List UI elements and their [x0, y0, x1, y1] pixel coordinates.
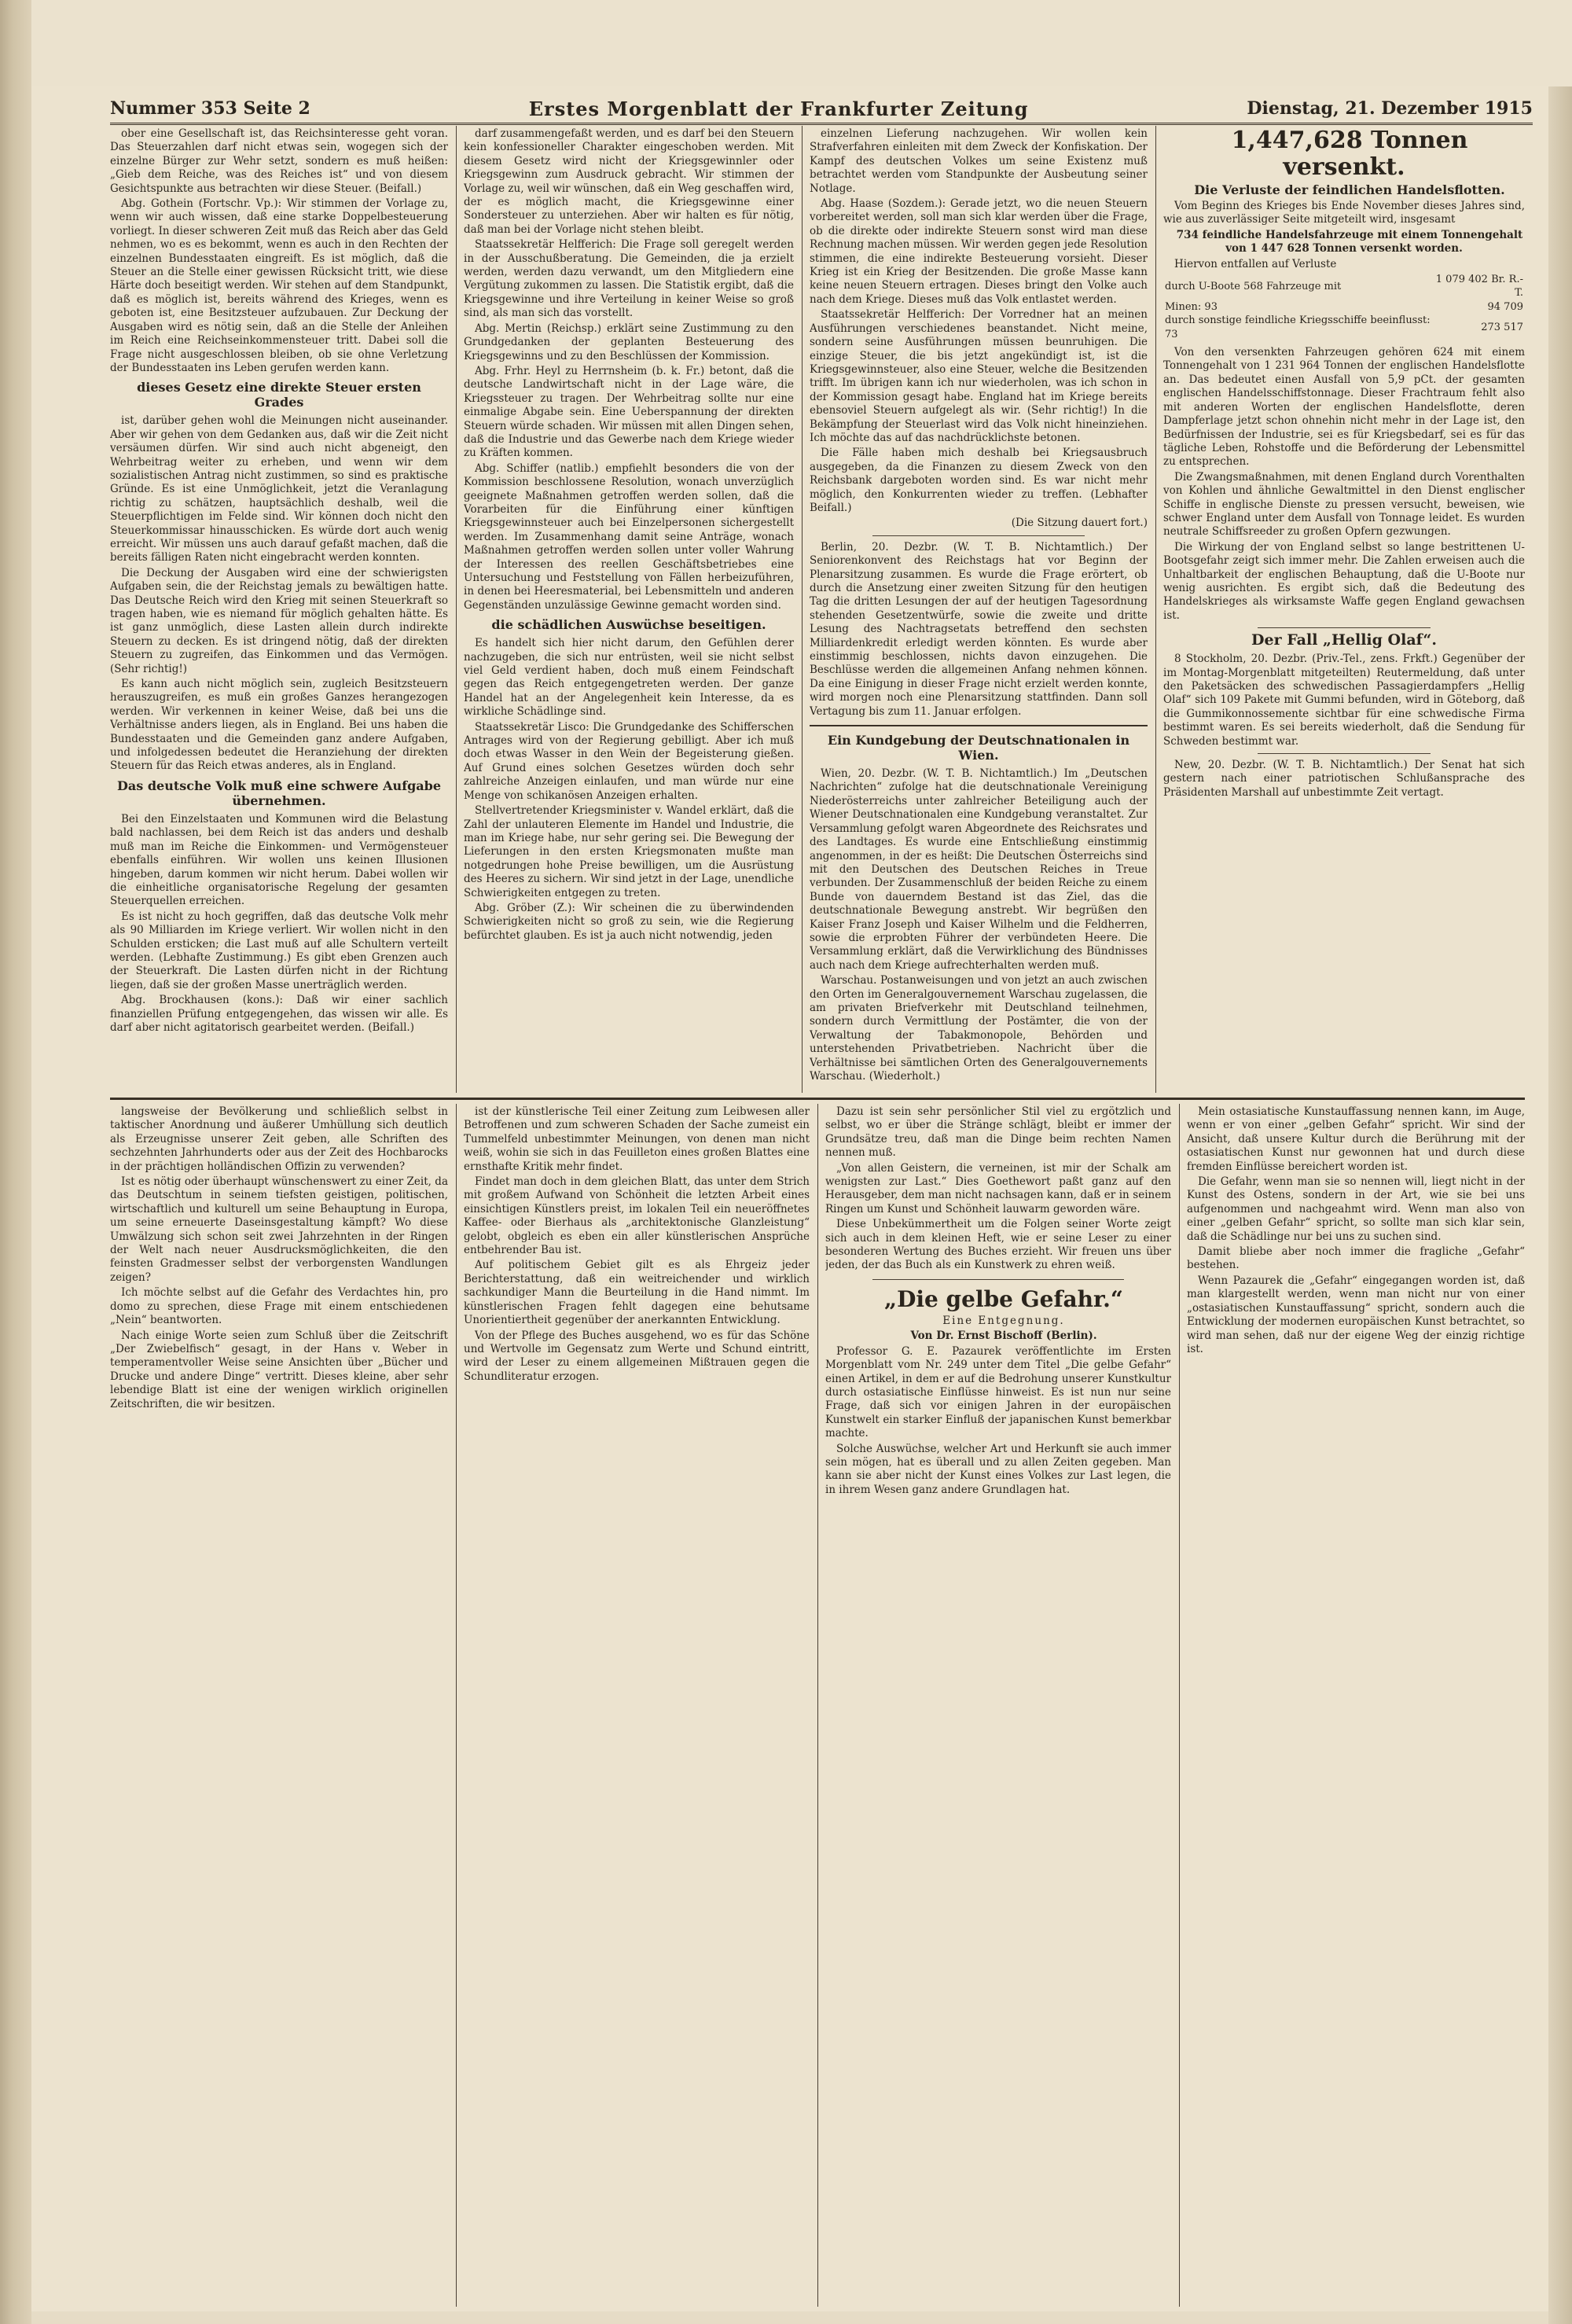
paragraph: Diese Unbekümmertheit um die Folgen seiner Worte zeigt sich auch in dem kleinen Heft, wie er seine Leser zu einer besonderen Wertung des Buches erzieht. Wir freuen uns über jeden, der das Buch als ein Kunstwerk zu ehren weiß.: [825, 1218, 1171, 1272]
paragraph: Staatssekretär Helfferich: Der Vorredner hat an meinen Ausführungen verschiedenes beanstandet. Nicht meine, sondern seine Ausführungen müssen beunruhigen. Die einzige Steuer, die bis jetzt angekündigt ist, ist die Kriegsgewinnsteuer, also eine Steuer, welche die Besitzenden trifft. Im übrigen kann ich nur wiederholen, was ich schon in der Kommission gesagt habe. England hat im Kriege bereits ebensoviel Steuern aufgelegt als wir. (Sehr richtig!) In die Bekämpfung der Steuerlast wird das Volk nicht hineinziehen. Ich möchte das auf das nachdrücklichste betonen.: [810, 308, 1148, 444]
table-row: [1163, 314, 1525, 341]
paragraph: Abg. Schiffer (natlib.) empfiehlt besonders die von der Kommission beschlossene Resolution, wonach unverzüglich geeignete Maßnahmen getroffen werden sollen, daß die Vorarbeiten für die Einführung einer künftigen Kriegsgewinnsteuer auch bei Einzelpersonen sichergestellt werden. Im Zusammenhang damit seine Anträge, wonach Maßnahmen getroffen werden sollen unter voller Wahrung der Interessen des reellen Geschäftsbetriebes eine Untersuchung und Feststellung von Fällen herbeizuführen, in denen bei Heeresmaterial, bei Lebensmitteln und anderen Gegenständen unzulässige Gewinne gemacht worden sind.: [464, 461, 794, 612]
separator: [872, 1279, 1124, 1280]
paragraph: Die Gefahr, wenn man sie so nennen will, liegt nicht in der Kunst des Ostens, sondern in der Art, wie sie bei uns aufgenommen und nachgeahmt wird. Wenn man also von einer „gelben Gefahr“ spricht, so sollte man sich klar sein, daß die Schädlinge nur bei uns zu suchen sind.: [1187, 1175, 1525, 1243]
table-cell: Minen: 93: [1165, 300, 1218, 313]
table-row: [1163, 300, 1525, 314]
paragraph: Warschau. Postanweisungen und von jetzt an auch zwischen den Orten im Generalgouvernement Warschau zugelassen, die am privaten Briefverkehr mit Deutschland teilnehmen, sondern durch Vermittlung der Postämter, die von der Verwaltung der Tabakmonopole, Behörden und unterstehenden Privatbetrieben. Nachricht über die Verhältnisse bei sämtlichen Orten des Generalgouvernements Warschau. (Wiederholt.): [810, 974, 1148, 1083]
article-column-3: [810, 127, 1148, 1091]
column-rule: [817, 1104, 818, 2307]
subheading: dieses Gesetz eine direkte Steuer ersten Grades: [137, 380, 421, 410]
main-headline: 1,447,628 Tonnen versenkt.: [1231, 127, 1468, 181]
paragraph: Abg. Brockhausen (kons.): Daß wir einer sachlich finanziellen Prüfung entgegengehen, das wissen wir alle. Es darf aber nicht agitatorisch gearbeitet werden. (Beifall.): [110, 994, 448, 1034]
paragraph: Es kann auch nicht möglich sein, zugleich Besitzsteuern herauszugreifen, es muß ein großes Ganzes herangezogen werden. Wir verkennen in keiner Weise, daß bei uns die Verhältnisse anders liegen, als in England. Bei uns haben die Bundesstaaten und die Gemeinden ganz andere Aufgaben, und infolgedessen bedeutet die Heranziehung der direkten Steuern für das Reich etwas anderes, als in England.: [110, 678, 448, 773]
paragraph: Stellvertretender Kriegsminister v. Wandel erklärt, daß die Zahl der unlauteren Elemente im Handel und Industrie, die man im Kriege habe, nur sehr gering sei. Die Bewegung der Lieferungen in den ersten Kriegsmonaten mußte man notgedrungen hohe Preise bewilligen, um die Ausrüstung des Heeres zu sichern. Wir sind jetzt in der Lage, unendliche Schwierigkeiten entgegen zu treten.: [464, 804, 794, 899]
paragraph: 8 Stockholm, 20. Dezbr. (Priv.-Tel., zens. Frkft.) Gegenüber der im Montag-Morgenblatt mitgeteilten) Reutermeldung, daß unter den Paketsäcken des schwedischen Passagierdampfers „Hellig Olaf“ sich 109 Pakete mit Gummi befunden, wird in Göteborg, daß die Gummikonnossemente sichtbar für eine schwedische Firma bestimmt waren. Es sei bereits wiederholt, daß die Sendung für Schweden bestimmt war.: [1163, 653, 1525, 748]
paragraph: Die Wirkung der von England selbst so lange bestrittenen U-Bootsgefahr zeigt sich immer mehr. Die Zahlen erweisen auch die Unhaltbarkeit der englischen Behauptung, daß die U-Boote nur wenig ausrichten. Es ergibt sich, daß die Bedeutung des Handelskrieges als wirksamste Waffe gegen England gewachsen ist.: [1163, 540, 1525, 622]
paragraph: Die Deckung der Ausgaben wird eine der schwierigsten Aufgaben sein, die der Reichstag jemals zu bewältigen hatte. Das Deutsche Reich wird den Krieg mit seinen Steuerkraft so tragen haben, wie es niemand für möglich gehalten hätte. Es ist ganz unmöglich, diese Lasten allein durch indirekte Steuern zu decken. Es ist dringend nötig, daß der direkten Steuern zu zugreifen, das Einkommen und das Vermögen. (Sehr richtig!): [110, 566, 448, 675]
column-rule: [802, 126, 803, 1093]
paragraph: Von den versenkten Fahrzeugen gehören 624 mit einem Tonnengehalt von 1 231 964 Tonnen der englischen Handelsflotte an. Das bedeutet einen Ausfall von 5,9 pCt. der gesamten englischen Handelsschiffstonnage. Dieser Frachtraum fehlt also mit anderen Worten der englischen Handelsflotte, deren Dampferlage jetzt schon ohnehin nicht mehr in der Lage ist, den Bedürfnissen der Industrie, sei es für Kriegsbedarf, sei es für das tägliche Leben, Rohstoffe und die Beförderung der Lebensmittel zu entsprechen.: [1163, 346, 1525, 469]
article-headline: Der Fall „Hellig Olaf“.: [1251, 631, 1437, 649]
paragraph: Abg. Mertin (Reichsp.) erklärt seine Zustimmung zu den Grundgedanken der geplanten Besteuerung des Kriegsgewinns und zu den Beschlüssen der Kommission.: [464, 322, 794, 362]
article-column-2: [464, 127, 794, 1091]
table-cell: 1 079 402 Br. R.-T.: [1435, 274, 1523, 300]
paragraph: Mein ostasiatische Kunstauffassung nennen kann, im Auge, wenn er von einer „gelben Gefahr“ spricht. Wir sind der Ansicht, daß unsere Kultur durch die Berührung mit der ostasiatischen Kunst nur gewonnen hat und durch diese fremden Einflüsse bereichert worden ist.: [1187, 1105, 1525, 1173]
paragraph: Auf politischem Gebiet gilt es als Ehrgeiz jeder Berichterstattung, daß ein weitreichender und wirklich sachkundiger Mann die Beurteilung in die Hand nimmt. Im künstlerischen Fragen fehlt dagegen eine behutsame Unorientiertheit gegenüber der anerkannten Entwicklung.: [464, 1259, 810, 1327]
feuilleton-column-3: [825, 1105, 1171, 2307]
paragraph: Professor G. E. Pazaurek veröffentlichte im Ersten Morgenblatt vom Nr. 249 unter dem Titel „Die gelbe Gefahr“ einen Artikel, in dem er auf die Bedrohung unserer Kunstkultur durch ostasiatische Einflüsse hinweist. Es ist nun nur seine Frage, daß sich vor einigen Jahren in der europäischen Kunstwelt ein starker Einfluß der japanischen Kunst bemerkbar machte.: [825, 1344, 1171, 1440]
table-cell: 94 709: [1487, 300, 1523, 313]
table-row: [1163, 273, 1525, 300]
session-note: (Die Sitzung dauert fort.): [1011, 517, 1148, 530]
paragraph: New, 20. Dezbr. (W. T. B. Nichtamtlich.) Der Senat hat sich gestern nach einer patriotischen Schlußansprache des Präsidenten Marshall auf unbestimmte Zeit vertagt.: [1163, 759, 1525, 799]
paragraph: Die Fälle haben mich deshalb bei Kriegsausbruch ausgegeben, da die Finanzen zu diesem Zweck von den Reichsbank dargeboten worden sind. Es war nicht mehr möglich, den Konkurrenten wieder zu treffen. (Lebhafter Beifall.): [810, 447, 1148, 514]
paragraph: Abg. Gröber (Z.): Wir scheinen die zu überwindenden Schwierigkeiten nicht so groß zu sein, wie die Regierung befürchtet glauben. Es ist ja auch nicht notwendig, jeden: [464, 901, 794, 942]
paragraph: Staatssekretär Lisco: Die Grundgedanke des Schifferschen Antrages wird von der Regierung gebilligt. Aber ich muß doch etwas Wasser in den Wein der Begeisterung gießen. Auf Grund eines solchen Gesetzes würden doch sehr zahlreiche Anzeigen einlaufen, und man würde nur eine Menge von schikanösen Anzeigen erhalten.: [464, 720, 794, 802]
paragraph: Vom Beginn des Krieges bis Ende November dieses Jahres sind, wie aus zuverlässiger Seite mitgeteilt wird, insgesamt: [1163, 200, 1525, 226]
paragraph: Es ist nicht zu hoch gegriffen, daß das deutsche Volk mehr als 90 Milliarden im Kriege verliert. Wir wollen nicht in den Schulden ersticken; die Last muß auf alle Schultern verteilt werden. (Lebhafte Zustimmung.) Es gibt eben Grenzen auch der Steuerkraft. Die Lasten dürfen nicht in der Richtung liegen, daß sie der großen Masse unerträglich werden.: [110, 910, 448, 991]
paragraph: Abg. Frhr. Heyl zu Herrnsheim (b. k. Fr.) betont, daß die deutsche Landwirtschaft nicht in der Lage wäre, die Kriegssteuer zu tragen. Der Wehrbeitrag sollte nur eine einmalige Abgabe sein. Eine Ueberspannung der direkten Steuern würde schaden. Wir müssen mit allen Dingen sehen, daß die Industrie und das Gewerbe nach dem Kriege wieder zu Kräften kommen.: [464, 364, 794, 460]
table-cell: durch U-Boote 568 Fahrzeuge mit: [1165, 280, 1342, 292]
paragraph: Abg. Haase (Sozdem.): Gerade jetzt, wo die neuen Steuern vorbereitet werden, soll man sich klar werden über die Frage, ob die direkte oder indirekte Steuern sonst wird man diese Rechnung machen müssen. Wir werden gegen jede Resolution stimmen, die eine indirekte Besteuerung vorsieht. Dieser Krieg ist ein Krieg der Besitzenden. Die große Masse kann keine neuen Steuern ertragen. Dieses bringt den Volke auch nach dem Kriege. Dieses muß das Volk entlastet werden.: [810, 197, 1148, 306]
feuilleton-divider: [110, 1098, 1525, 1100]
column-rule: [1155, 126, 1156, 1093]
paragraph: Die Zwangsmaßnahmen, mit denen England durch Vorenthalten von Kohlen und ähnliche Gewaltmittel in den Dienst englischer Schiffe in englische Dienste zu pressen versucht, beweisen, wie schwer England unter dem Ausfall von Tonnage leidet. Es wurden neutrale Schiffsreeder zu großen Opfern gezwungen.: [1163, 470, 1525, 539]
binding-edge: [0, 0, 31, 2324]
paragraph: Hiervon entfallen auf Verluste: [1174, 257, 1337, 270]
feuilleton-column-1: [110, 1105, 448, 2307]
paragraph: Findet man doch in dem gleichen Blatt, das unter dem Strich mit großem Aufwand von Schönheit die letzten Arbeit eines einsichtigen Künstlers preist, im lokalen Teil ein neueröffnetes Kaffee- oder Bierhaus als „architektonische Glanzleistung“ gelobt, obgleich es eben ein aller künstlerischen Ansprüche entbehrender Bau ist.: [464, 1175, 810, 1257]
top-margin: [31, 0, 1572, 86]
paragraph: Nach einige Worte seien zum Schluß über die Zeitschrift „Der Zwiebelfisch“ gesagt, in der Hans v. Weber in temperamentvoller Weise seine Ansichten über „Bücher und Drucke und andere Dinge“ vertritt. Dieses kleine, aber sehr lebendige Blatt ist eine der wenigen wirklich originellen Zeitschriften, die wir besitzen.: [110, 1329, 448, 1410]
table-cell: durch sonstige feindliche Kriegsschiffe beeinflusst: 73: [1165, 314, 1431, 340]
article-subheadline: Die Verluste der feindlichen Handelsflotten.: [1194, 182, 1505, 197]
summary-line: 734 feindliche Handelsfahrzeuge mit einem Tonnengehalt von 1 447 628 Tonnen versenkt worden.: [1176, 228, 1523, 256]
paragraph: Wenn Pazaurek die „Gefahr“ eingegangen worden ist, daß man klargestellt werden, wenn man nicht nur von einer „ostasiatischen Kunstauffassung“ spricht, sondern auch die Entwicklung der modernen europäischen Kunst betrachtet, so wird man sehen, daß nur der eigene Weg der einzig richtige ist.: [1187, 1274, 1525, 1355]
paragraph: „Von allen Geistern, die verneinen, ist mir der Schalk am wenigsten zur Last.“ Dies Goethewort paßt ganz auf den Herausgeber, dem man nicht nachsagen kann, daß er in seinem Ringen um Kunst und Schönheit lauwarm geworden wäre.: [825, 1161, 1171, 1215]
paragraph: einzelnen Lieferung nachzugehen. Wir wollen kein Strafverfahren einleiten mit dem Zweck der Konfiskation. Der Kampf des deutschen Volkes um seine Existenz muß betrachtet werden vom Standpunkte der Ausbeutung seiner Notlage.: [810, 127, 1148, 195]
paragraph: Bei den Einzelstaaten und Kommunen wird die Belastung bald nachlassen, bei dem Reich ist das anders und deshalb muß man im Reiche die Einkommen- und Vermögensteuer ebenfalls einführen. Wir wollen uns keinen Illusionen hingeben, darum kommen wir nicht herum. Dabei wollen wir die einheitliche organisatorische Regelung der gesamten Steuerquellen erreichen.: [110, 812, 448, 908]
paragraph: ober eine Gesellschaft ist, das Reichsinteresse geht voran. Das Steuerzahlen darf nicht etwas sein, wogegen sich der einzelne Bürger zur Wehr setzt, sondern es muß heißen: „Gieb dem Reiche, was des Reiches ist“ und von diesem Gesichtspunkte aus betrachten wir diese Steuer. (Beifall.): [110, 127, 448, 195]
paragraph: ist, darüber gehen wohl die Meinungen nicht auseinander. Aber wir gehen von dem Gedanken aus, daß wir die Zeit nicht versäumen dürfen. Wir sind auch nicht abgeneigt, den Wehrbeitrag weiter zu erheben, und wenn wir dem sozialistischen Antrag nicht zustimmen, so sind es praktische Gründe. Es ist eine Unmöglichkeit, jetzt die Veranlagung richtig zu schätzen, hauptsächlich deshalb, weil die Steuerpflichtigen im Felde sind. Wir können doch nicht den Steuerkommissar hinausschicken. Es würde dort auch wenig erreicht. Wir müssen uns auch darauf gefaßt machen, daß die bereits fälligen Raten nicht eingebracht werden konnten.: [110, 414, 448, 564]
table-cell: 273 517: [1481, 321, 1523, 333]
subheading: Das deutsche Volk muß eine schwere Aufgabe übernehmen.: [117, 778, 441, 808]
separator: [810, 725, 1148, 726]
paragraph: Ich möchte selbst auf die Gefahr des Verdachtes hin, pro domo zu sprechen, diese Frage mit einem entschiedenen „Nein“ beantworten.: [110, 1286, 448, 1327]
paragraph: Staatssekretär Helfferich: Die Frage soll geregelt werden in der Ausschußberatung. Die Gemeinden, die ja erzielt werden, werden dazu verwandt, um den Mitgliedern eine Vergütung zukommen zu lassen. Die Statistik ergibt, daß die Kriegsgewinne und ihre Verteilung in keiner Weise so groß sind, als man sich das vorstellt.: [464, 238, 794, 320]
subheading: die schädlichen Auswüchse beseitigen.: [491, 617, 766, 633]
column-rule: [456, 126, 457, 1093]
column-rule: [456, 1104, 457, 2307]
paragraph: Es handelt sich hier nicht darum, den Gefühlen derer nachzugeben, die sich nur entrüsten, weil sie nicht selbst viel Geld verdient haben, doch muß einem Feindschaft gegen das Reich entgegengetreten werden. Der ganze Handel hat an der Angelegenheit kein Interesse, da es wirkliche Schädlinge sind.: [464, 637, 794, 719]
paragraph: ist der künstlerische Teil einer Zeitung zum Leibwesen aller Betroffenen und zum schweren Schaden der Sache zumeist ein Tummelfeld unbestimmter Meinungen, von denen man nicht weiß, wohin sie sich in das Feuilleton eines großen Blattes eine ernsthafte Kritik mehr findet.: [464, 1105, 810, 1173]
paragraph: langsweise der Bevölkerung und schließlich selbst in taktischer Anordnung und äußerer Umhüllung sich deutlich als Erzeugnisse unserer Zeit geben, alle Schriften des sechzehnten Jahrhunderts oder aus der Zeit des Hochbarocks in der prächtigen holländischen Offizin zu verwenden?: [110, 1105, 448, 1173]
article-headline: Ein Kundgebung der Deutschnationalen in Wien.: [827, 733, 1130, 763]
separator: [872, 535, 1085, 536]
paragraph: Ist es nötig oder überhaupt wünschenswert zu einer Zeit, da das Deutschtum in seinem tiefsten geistigen, politischen, wirtschaftlich und kulturell um seine Behauptung in Europa, um seine erneuerte Daseinsgestaltung kämpft? Wo diese Umwälzung sich schon seit zwei Jahrzehnten in der Ringen der Welt nach neuer Ausdrucksmöglichkeiten, die den feinsten Gradmesser selbst der verborgensten Wandlungen zeigen?: [110, 1175, 448, 1284]
paragraph: Berlin, 20. Dezbr. (W. T. B. Nichtamtlich.) Der Seniorenkonvent des Reichstags hat vor Beginn der Plenarsitzung zusammen. Es wurde die Frage erörtert, ob durch die Ansetzung einer zweiten Sitzung für den heutigen Tag die dritten Lesungen der auf der heutigen Tagesordnung stehenden Gesetzentwürfe, sowie die zweite und dritte Lesung des Nachtragsetats betreffend den sechsten Milliardenkredit erledigt werden könnten. Es wurde aber einstimmig beschlossen, nichts davon einzugehen. Die Beschlüsse werden die allgemeinen Anfang nehmen können. Da eine Einigung in dieser Frage nicht erzielt werden konnte, wird morgen noch eine Plenarsitzung stattfinden. Dann soll Vertagung bis zum 11. Januar erfolgen.: [810, 540, 1148, 718]
paragraph: Von der Pflege des Buches ausgehend, wo es für das Schöne und Wertvolle im Gegensatz zum Werte und Schund eintritt, wird der Leser zu einem allgemeinen Mißtrauen gegen die Schundliteratur erzogen.: [464, 1329, 810, 1383]
paragraph: Solche Auswüchse, welcher Art und Herkunft sie auch immer sein mögen, hat es überall und zu allen Zeiten gegeben. Man kann sie aber nicht der Kunst eines Volkes zur Last legen, die in ihrem Wesen ganz andere Grundlagen hat.: [825, 1442, 1171, 1496]
article-column-4: [1163, 127, 1525, 1091]
issue-number: Nummer 353 Seite 2: [110, 98, 310, 119]
paragraph: Dazu ist sein sehr persönlicher Stil viel zu ergötzlich und selbst, wo er über die Stränge schlägt, bleibt er immer der Grundsätze treu, daß man die Dinge beim rechten Namen nennen muß.: [825, 1105, 1171, 1160]
feuilleton-title: „Die gelbe Gefahr.“: [883, 1285, 1124, 1312]
masthead: [110, 94, 1533, 125]
feuilleton-column-2: [464, 1105, 810, 2307]
losses-table: [1163, 273, 1525, 341]
feuilleton-subtitle: Eine Entgegnung.: [942, 1314, 1065, 1327]
feuilleton-column-4: [1187, 1105, 1525, 2307]
newspaper-title: Erstes Morgenblatt der Frankfurter Zeitung: [528, 97, 1029, 120]
right-page-edge: [1548, 86, 1572, 2324]
column-rule: [1179, 1104, 1180, 2307]
issue-date: Dienstag, 21. Dezember 1915: [1247, 98, 1533, 119]
separator: [1258, 627, 1431, 628]
article-column-1: [110, 127, 448, 1091]
paragraph: darf zusammengefaßt werden, und es darf bei den Steuern kein konfessioneller Charakter eingeschoben werden. Mit diesem Gesetz wird nicht der Kriegsgewinnler oder Kriegsgewinn zum Ausdruck gebracht. Wir stimmen der Vorlage zu, weil wir wünschen, daß ein Weg geschaffen wird, der es möglich macht, die Kriegsgewinne einer Sondersteuer zu unterziehen. Aber wir halten es für nötig, daß man bei der Vorlage nicht stehen bleibt.: [464, 127, 794, 236]
paragraph: Wien, 20. Dezbr. (W. T. B. Nichtamtlich.) Im „Deutschen Nachrichten“ zufolge hat die deutschnationale Vereinigung Niederösterreichs unter zahlreicher Beteiligung auch der Wiener Deutschnationalen eine Kundgebung veranstaltet. Zur Versammlung gefolgt waren Abgeordnete des Reichsrates und des Landtages. Es wurde eine Entschließung einstimmig angenommen, in der es heißt: Die Deutschen Österreichs sind mit den Deutschen des Deutschen Reiches in Treue verbunden. Der Zusammenschluß der beiden Reiche zu einem Bunde von dauerndem Bestand ist das Ziel, das die deutschnationale Bewegung anstrebt. Wir begrüßen den Kaiser Franz Joseph und Kaiser Wilhelm und die Feldherren, sowie die erprobten Führer der verbündeten Heere. Die Versammlung erklärt, daß die Verwirklichung des Bündnisses auch nach dem Kriege aufrechterhalten werden muß.: [810, 767, 1148, 972]
feuilleton-author: Von Dr. Ernst Bischoff (Berlin).: [910, 1329, 1097, 1343]
separator: [1258, 753, 1431, 754]
paragraph: Abg. Gothein (Fortschr. Vp.): Wir stimmen der Vorlage zu, wenn wir auch wissen, daß eine starke Doppelbesteuerung vorliegt. In dieser schweren Zeit muß das Reich aber das Geld nehmen, wo es es bekommt, wenn es auch in den Rechten der einzelnen Bundesstaaten eingreift. Es ist möglich, daß die Steuer an die Stelle einer gewissen Rücksicht tritt, wie diese Härte doch beseitigt werden. Wir stehen auf dem Standpunkt, daß es möglich ist, bereits während des Krieges, wenn es geboten ist, eine Besitzsteuer aufzubauen. Zur Deckung der Ausgaben wird es nötig sein, daß an die Stelle der Anleihen im Reich eine Reichseinkommensteuer tritt. Dabei soll die Frage nicht ausgeschlossen bleiben, ob sie ohne Verletzung der Bundesstaaten ins Leben gerufen werden kann.: [110, 197, 448, 374]
paragraph: Damit bliebe aber noch immer die fragliche „Gefahr“ bestehen.: [1187, 1245, 1525, 1272]
